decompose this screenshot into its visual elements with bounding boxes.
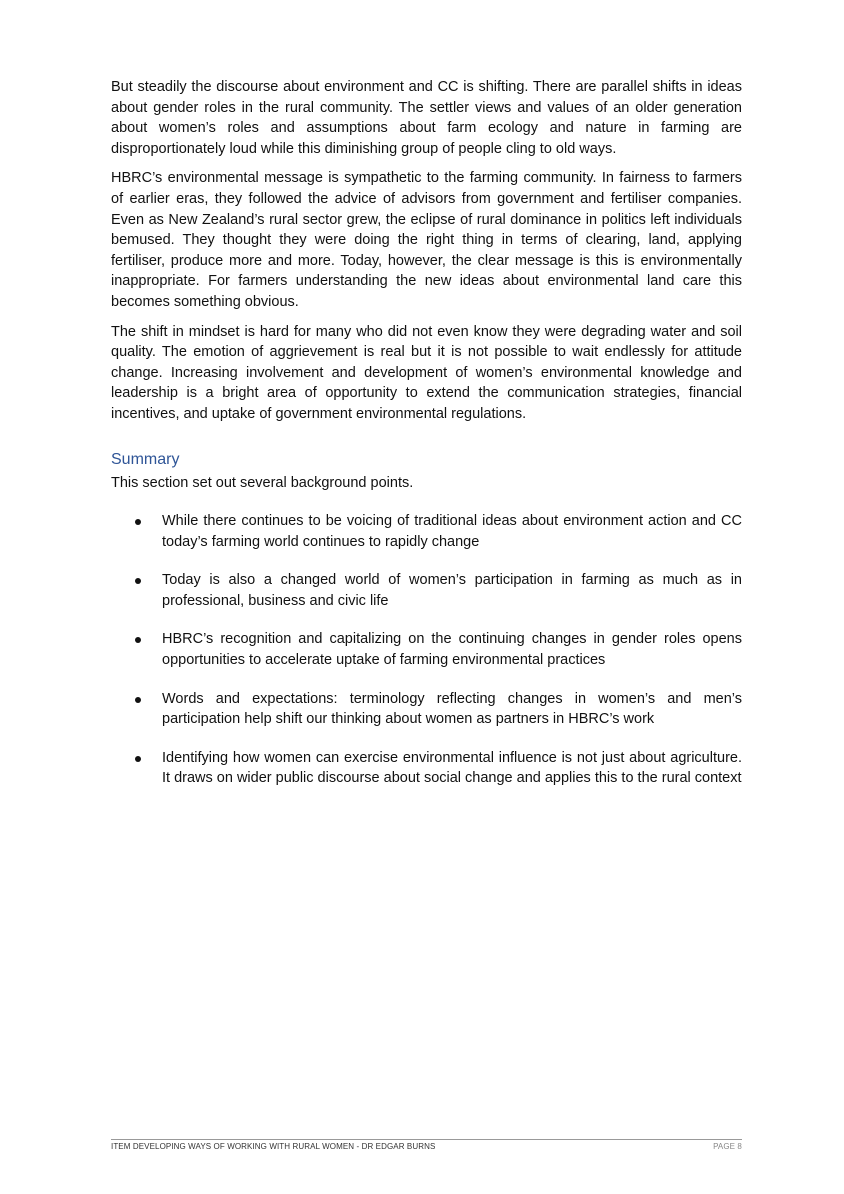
list-item-text: Identifying how women can exercise environmental influence is not just about agriculture. It draws on wider public discourse about social change and applies this to the rural context bbox=[162, 749, 742, 787]
body-paragraph: The shift in mindset is hard for many who did not even know they were degrading water and soil quality. The emotion of aggrievement is real but it is not possible to wait endlessly for attitude change. Increasing involvement and development of women’s environmental knowledge and leadership is a bright area of opportunity to extend the communication strategies, financial incentives, and uptake of government environmental regulations. bbox=[111, 323, 742, 422]
list-item bbox=[111, 689, 742, 730]
list-item-text: Today is also a changed world of women’s participation in farming as much as in professional, business and civic life bbox=[162, 572, 742, 609]
bullet-icon bbox=[135, 637, 141, 643]
body-paragraph: HBRC’s environmental message is sympathetic to the farming community. In fairness to farmers of earlier eras, they followed the advice of advisors from government and fertiliser companies. Even as New Zealand’s rural sector grew, the eclipse of rural dominance in politics left individuals bemused. They thought they were doing the right thing in terms of clearing, land, applying fertiliser, produce more and more. Today, however, the clear message is this is environmentally inappropriate. For farmers understanding the new ideas about environmental land care this becomes something obvious. bbox=[111, 170, 742, 310]
bullet-icon bbox=[135, 697, 141, 703]
summary-bullet-list bbox=[111, 511, 742, 789]
footer-title: ITEM DEVELOPING WAYS OF WORKING WITH RURAL WOMEN - DR EDGAR BURNS bbox=[111, 1142, 436, 1151]
list-item bbox=[111, 570, 742, 611]
bullet-icon bbox=[135, 519, 141, 525]
list-item bbox=[111, 629, 742, 670]
list-item-text: HBRC’s recognition and capitalizing on the continuing changes in gender roles opens opportunities to accelerate uptake of farming environmental practices bbox=[162, 631, 742, 669]
body-paragraph: But steadily the discourse about environment and CC is shifting. There are parallel shifts in ideas about gender roles in the rural community. The settler views and values of an older generation about women’s roles and assumptions about farm ecology and nature in farming are disproportionately loud while this diminishing group of people cling to old ways. bbox=[111, 79, 742, 157]
list-item bbox=[111, 511, 742, 552]
section-heading: Summary bbox=[111, 450, 180, 468]
summary-intro: This section set out several background points. bbox=[111, 474, 414, 491]
document-body bbox=[111, 77, 742, 807]
list-item bbox=[111, 748, 742, 789]
list-item-text: Words and expectations: terminology reflecting changes in women’s and men’s participation help shift our thinking about women as partners in HBRC’s work bbox=[162, 690, 742, 728]
page-number: PAGE 8 bbox=[713, 1142, 742, 1151]
page-footer bbox=[111, 1139, 742, 1151]
bullet-icon bbox=[135, 578, 141, 584]
bullet-icon bbox=[135, 756, 141, 762]
list-item-text: While there continues to be voicing of traditional ideas about environment action and CC today’s farming world continues to rapidly change bbox=[162, 513, 742, 550]
